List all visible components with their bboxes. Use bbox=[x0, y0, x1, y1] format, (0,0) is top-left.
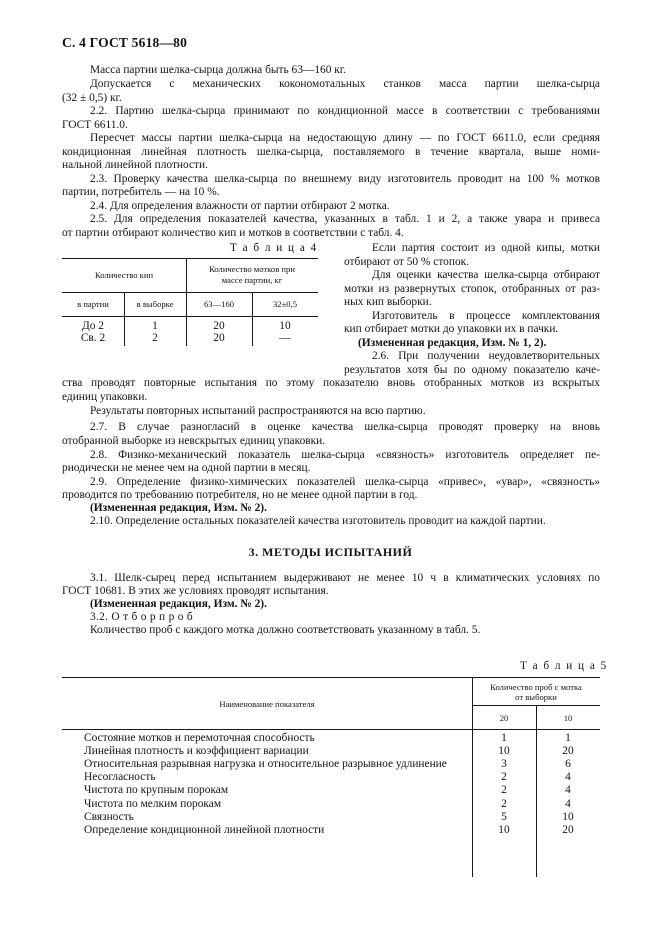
table4-row1-col3: 20 bbox=[213, 320, 225, 332]
para-2-4: 2.4. Для определения влажности от партии отбирают 2 мотка. bbox=[90, 200, 390, 212]
table5-row-name: Относительная разрывная нагрузка и относительное разрывное удлинение bbox=[84, 758, 447, 771]
table5-row-count-10: 4 bbox=[565, 771, 571, 784]
para-2-2-b: ГОСТ 6611.0. bbox=[62, 119, 128, 131]
para-2-8: 2.8. Физико-механический показатель шелка-сырца «связность» изготовитель определяет пе- bbox=[90, 449, 600, 461]
para-3-2: 3.2. О т б о р п р о б bbox=[90, 611, 193, 623]
table5-row-count-20: 1 bbox=[501, 732, 507, 744]
para-recalc-c: нальной линейной плотности. bbox=[62, 159, 208, 171]
para-2-6-c: ства проводят повторные испытания по этому показателю вновь отобранных мотков из вскрытых bbox=[62, 377, 600, 389]
para-2-6-d: единиц упаковки. bbox=[62, 391, 148, 403]
table4-sub-partii: в партии bbox=[77, 299, 109, 309]
table5-row-count-10: 10 bbox=[562, 810, 574, 823]
table4-head-motkov-2: массе партии, кг bbox=[221, 275, 283, 285]
para-mass: Масса партии шелка-сырца должна быть 63—160 кг. bbox=[90, 64, 347, 76]
para-3-2-b: Количество проб с каждого мотка должно соответствовать указанному в табл. 5. bbox=[90, 624, 481, 636]
table5-row-count-20: 2 bbox=[501, 797, 507, 810]
para-2-3: 2.3. Проверку качества шелка-сырца по внешнему виду изготовитель проводит на 100 % мотков bbox=[90, 173, 600, 185]
para-2-9: 2.9. Определение физико-химических показателей шелка-сырца «привес», «увар», «связность» bbox=[90, 476, 600, 488]
section-title: 3. МЕТОДЫ ИСПЫТАНИЙ bbox=[248, 545, 413, 559]
table4-sub-vyborke: в выборке bbox=[136, 299, 174, 309]
para-amended-3: (Измененная редакция, Изм. № 2). bbox=[90, 598, 267, 610]
para-2-3-b: партии, потребитель — на 10 %. bbox=[62, 186, 220, 198]
para-quality: Для оценки качества шелка-сырца отбирают bbox=[372, 269, 600, 281]
para-2-7-b: отобранной выборке из невскрытых единиц упаковки. bbox=[62, 435, 326, 447]
table4-sub-range1: 63—160 bbox=[203, 299, 235, 309]
table4-row2-col2: 2 bbox=[152, 332, 158, 344]
para-allowed-2: (32 ± 0,5) кг. bbox=[62, 92, 122, 104]
table5-head-name: Наименование показателя bbox=[219, 699, 315, 709]
table4-head-kip: Количество кип bbox=[94, 270, 154, 280]
table4-row2-col3: 20 bbox=[213, 332, 225, 344]
para-3-1: 3.1. Шелк-сырец перед испытанием выдерживают не менее 10 ч в климатических условиях по bbox=[90, 572, 600, 584]
table5-head-count-2: от выборки bbox=[515, 692, 557, 702]
para-amended-2: (Измененная редакция, Изм. № 2). bbox=[90, 502, 267, 514]
table5-sub-10: 10 bbox=[563, 713, 573, 723]
table4-head-motkov-1: Количество мотков при bbox=[209, 264, 295, 274]
table5-row-name: Линейная плотность и коэффициент вариации bbox=[84, 745, 309, 758]
table5-row-name: Чистота по крупным порокам bbox=[84, 784, 229, 797]
page-header: С. 4 ГОСТ 5618—80 bbox=[62, 35, 188, 50]
table5-row-count-10: 20 bbox=[562, 823, 574, 836]
para-recalc: Пересчет массы партии шелка-сырца на недостающую длину — по ГОСТ 6611.0, если средняя bbox=[90, 132, 600, 144]
table5-sub-20: 20 bbox=[499, 713, 509, 723]
para-2-2: 2.2. Партию шелка-сырца принимают по кондиционной массе в соответствии с требованиями bbox=[90, 105, 600, 117]
table5-row-name: Состояние мотков и перемоточная способность bbox=[84, 732, 315, 744]
para-2-6-b: результатов хотя бы по одному показателю каче- bbox=[344, 364, 600, 376]
para-recalc-b: кондиционная линейная плотность шелка-сырца, поставляемого в течение квартала, выше номи- bbox=[62, 146, 600, 158]
para-maker-b: кип отбирает мотки до упаковки их в пачки. bbox=[344, 323, 559, 335]
table5-row-name: Определение кондиционной линейной плотности bbox=[84, 823, 325, 836]
table5-row-name: Чистота по мелким порокам bbox=[84, 797, 222, 810]
para-maker: Изготовитель в процессе комплектования bbox=[372, 310, 600, 322]
table5-row-count-10: 4 bbox=[565, 784, 571, 797]
para-2-5: 2.5. Для определения показателей качества, указанных в табл. 1 и 2, а также увара и привеса bbox=[90, 213, 600, 225]
para-2-10: 2.10. Определение остальных показателей качества изготовитель проводит на каждой партии. bbox=[90, 515, 546, 527]
para-2-6: 2.6. При получении неудовлетворительных bbox=[372, 350, 600, 362]
para-quality-b: мотки из развернутых стопок, отобранных от раз- bbox=[344, 283, 600, 295]
table4-row1-col4: 10 bbox=[279, 320, 291, 332]
table5-row-name: Несогласность bbox=[84, 771, 156, 784]
table4-row2-col4: — bbox=[279, 332, 291, 344]
table5-row-name: Связность bbox=[84, 810, 134, 823]
para-one-kipa-b: отбирают от 50 % стопок. bbox=[344, 256, 470, 268]
para-allowed: Допускается с механических кокономотальных станков масса партии шелка-сырца bbox=[90, 78, 600, 90]
para-2-5-b: от партии отбирают количество кип и мотков в соответствии с табл. 4. bbox=[62, 227, 404, 239]
table5-head-count-1: Количество проб с мотка bbox=[490, 682, 582, 692]
table4-caption: Т а б л и ц а 4 bbox=[230, 242, 318, 254]
table5-row-count-20: 2 bbox=[501, 784, 507, 797]
para-repeat: Результаты повторных испытаний распространяются на всю партию. bbox=[90, 405, 426, 417]
table5-row-count-20: 3 bbox=[501, 758, 507, 771]
table5-row-count-20: 10 bbox=[498, 745, 510, 758]
table5-row-count-10: 20 bbox=[562, 745, 574, 758]
para-2-9-b: проводится по требованию потребителя, но не менее одной партии в год. bbox=[62, 489, 418, 501]
para-one-kipa: Если партия состоит из одной кипы, мотки bbox=[372, 242, 600, 254]
table5-row-count-20: 5 bbox=[501, 810, 507, 823]
table5-row-count-10: 1 bbox=[565, 732, 571, 744]
table5-row-count-10: 6 bbox=[565, 758, 571, 771]
table5-row-count-10: 4 bbox=[565, 797, 571, 810]
para-2-8-b: риодически не менее чем на одной партии в месяц. bbox=[62, 462, 311, 474]
para-2-7: 2.7. В случае разногласий в оценке качества шелка-сырца проводят проверку на вновь bbox=[90, 421, 600, 433]
table4-row1-col1: До 2 bbox=[81, 320, 104, 332]
table5-caption: Т а б л и ц а 5 bbox=[520, 660, 608, 672]
table5-row-count-20: 10 bbox=[498, 823, 510, 836]
table4-row1-col2: 1 bbox=[152, 320, 158, 332]
para-amended-1: (Измененная редакция, Изм. № 1, 2). bbox=[358, 337, 547, 349]
table5-row-count-20: 2 bbox=[501, 771, 507, 784]
table4-sub-range2: 32±0,5 bbox=[272, 299, 298, 309]
table4-row2-col1: Св. 2 bbox=[80, 332, 106, 344]
para-3-1-b: ГОСТ 10681. В этих же условиях проводят испытания. bbox=[62, 585, 329, 597]
para-quality-c: ных кип выборки. bbox=[344, 296, 432, 308]
